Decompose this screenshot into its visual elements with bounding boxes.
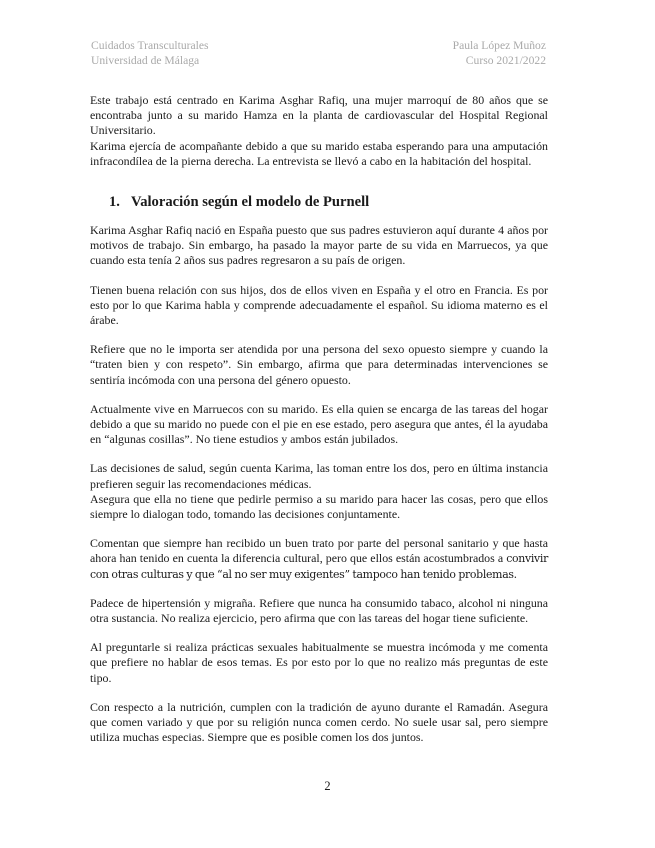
section-number: 1.: [109, 194, 120, 211]
paragraph-home: Actualmente vive en Marruecos con su marido. Es ella quien se encarga de las tareas del hogar debido a que su marido no puede con el pie en ese estado, pero asegura que antes, él la ayudaba en “algunas cosillas”. No tiene estudios y ambos están jubilados.: [90, 401, 548, 447]
page-header: [91, 39, 546, 68]
paragraph-gender: Refiere que no le importa ser atendida por una persona del sexo opuesto siempre y cuando la “traten bien y con respeto”. Sin embargo, afirma que para determinadas intervenciones se sentiría incómoda con una persona del género opuesto.: [90, 342, 548, 387]
paragraph-nutrition: Con respecto a la nutrición, cumplen con la tradición de ayuno durante el Ramadán. Asegura que comen variado y que por su religión nunca comen cerdo. No suele usar sal, pero siempre utiliza muchas especias. Siempre que es posible comen los dos juntos.: [90, 699, 548, 745]
header-university: Universidad de Málaga: [91, 53, 200, 67]
header-row-2: [91, 54, 546, 69]
page-number: 2: [324, 779, 331, 793]
section-heading: [109, 193, 548, 211]
paragraph-sexuality: Al preguntarle si realiza prácticas sexuales habitualmente se muestra incómoda y me comenta que prefiere no hablar de esos temas. Es por esto por lo que no realizo más preguntas de este tipo.: [90, 640, 548, 685]
paragraph-care: [90, 536, 548, 582]
header-year: Curso 2021/2022: [465, 53, 546, 67]
header-course: Cuidados Transculturales: [91, 39, 209, 52]
paragraph-decisions: Las decisiones de salud, según cuenta Karima, las toman entre los dos, pero en última instancia prefieren seguir las recomendaciones médicas.: [90, 461, 548, 491]
document-body: [90, 93, 548, 746]
header-author: Paula López Muñoz: [452, 39, 546, 52]
paragraph-family: Tienen buena relación con sus hijos, dos de ellos viven en España y el otro en Francia. Es por esto por lo que Karima habla y comprende adecuadamente el español. Su idioma materno es el árabe.: [90, 282, 548, 328]
paragraph-permission: Asegura que ella no tiene que pedirle permiso a su marido para hacer las cosas, pero que ellos siempre lo dialogan todo, tomando las decisiones conjuntamente.: [90, 491, 548, 522]
paragraph-care-part-2: convivir con otras culturas y que “al no ser muy exigentes” tampoco han tenido problemas.: [90, 552, 548, 581]
section-title: Valoración según el modelo de Purnell: [131, 194, 370, 211]
intro-paragraph-1: Este trabajo está centrado en Karima Asghar Rafiq, una mujer marroquí de 80 años que se encontraba junto a su marido Hamza en la planta de cardiovascular del Hospital Regional Universitario.: [90, 93, 548, 138]
paragraph-care-part-1: Comentan que siempre han recibido un buen trato por parte del personal sanitario y que hasta ahora han tenido en cuenta la diferencia cultural, pero que ellos están acostumbrados a: [90, 536, 548, 566]
intro-paragraph-2: Karima ejercía de acompañante debido a que su marido estaba esperando para una amputación infracondílea de la pierna derecha. La entrevista se llevó a cabo en la habitación del hospital.: [90, 138, 548, 168]
header-row-1: [91, 39, 546, 54]
paragraph-health: Padece de hipertensión y migraña. Refiere que nunca ha consumido tabaco, alcohol ni ninguna otra sustancia. No realiza ejercicio, pero afirma que con las tareas del hogar tiene suficiente.: [90, 595, 548, 626]
paragraph-birth: Karima Asghar Rafiq nació en España puesto que sus padres estuvieron aquí durante 4 años por motivos de trabajo. Sin embargo, ha pasado la mayor parte de su vida en Marruecos, ya que cuando esta tenía 2 años sus padres regresaron a su país de origen.: [90, 223, 548, 268]
